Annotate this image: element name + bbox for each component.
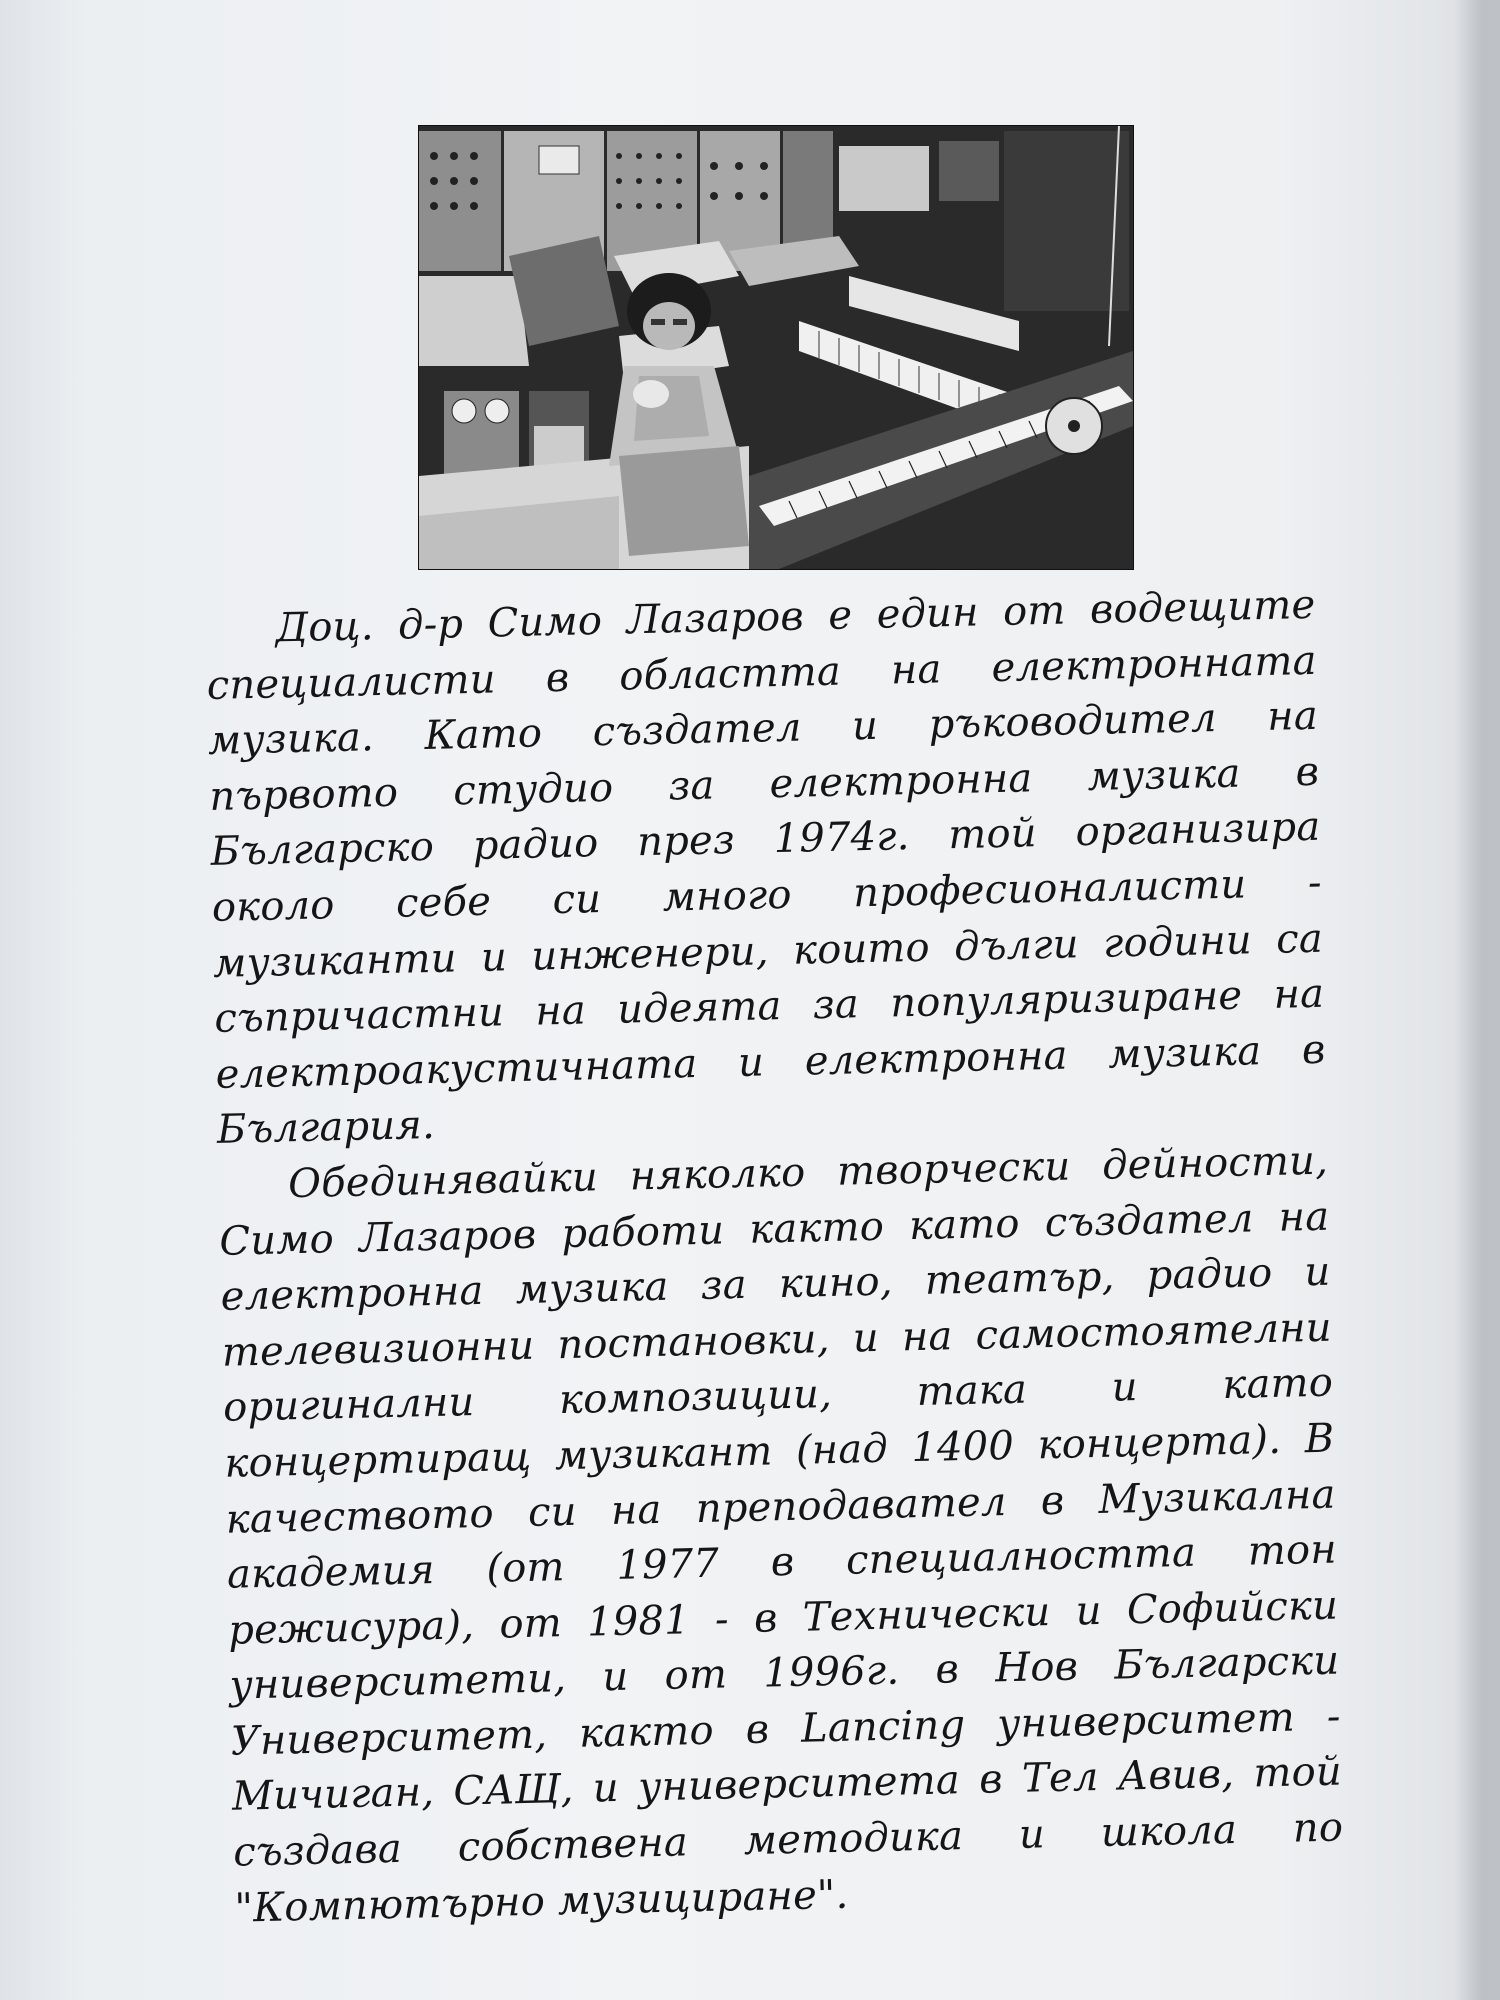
text-line: електроакустичната и електронна музика в — [215, 1026, 1326, 1098]
text-line: първото студио за електронна музика в — [208, 748, 1320, 820]
text-line: България. — [216, 1102, 436, 1154]
text-line: Доц. д-р Симо Лазаров е един от водещите — [275, 581, 1316, 652]
text-line: "Компютърно музициране". — [234, 1871, 849, 1932]
biography-text — [205, 578, 1345, 1937]
text-line: Българско радио през 1974г. той организира — [210, 804, 1321, 876]
text-line: специалисти в областта на електронната — [206, 637, 1318, 709]
text-line: съпричастни на идеята за популяризиране на — [213, 970, 1325, 1043]
text-line: Симо Лазаров работи както като създател на — [218, 1193, 1330, 1265]
text-line: електронна музика за кино, театър, радио и — [220, 1248, 1331, 1320]
biography-paragraph-2 — [218, 1134, 1345, 1937]
text-line: Университет, както в Lancing университет - — [230, 1693, 1342, 1765]
page-edge-shadow — [1455, 0, 1500, 2000]
text-line: качеството си на преподавател в Музикална — [225, 1471, 1337, 1543]
text-line: около себе си много професионалисти - — [211, 859, 1323, 931]
text-line: музиканти и инженери, които дълги години са — [212, 915, 1324, 987]
text-line: телевизионни постановки, и на самостоятелни — [221, 1304, 1333, 1376]
biography-paragraph-1 — [205, 578, 1327, 1159]
text-line: Обединявайки няколко творчески дейности, — [287, 1137, 1329, 1208]
text-line: университети, и от 1996г. в Нов Български — [229, 1637, 1340, 1709]
studio-photo — [418, 125, 1134, 570]
text-line: оригинални композиции, така и като — [222, 1359, 1334, 1432]
text-line: музика. Като създател и ръководител на — [207, 692, 1319, 765]
studio-photo-icon — [419, 126, 1133, 569]
text-line: академия (от 1977 в специалността тон — [226, 1526, 1338, 1598]
text-line: режисура), от 1981 - в Технически и Софийски — [227, 1582, 1339, 1654]
text-line: създава собствена методика и школа по — [232, 1804, 1344, 1876]
text-line: Мичиган, САЩ, и университета в Тел Авив, той — [231, 1748, 1343, 1821]
text-line: концертиращ музикант (над 1400 концерта). В — [224, 1415, 1335, 1487]
